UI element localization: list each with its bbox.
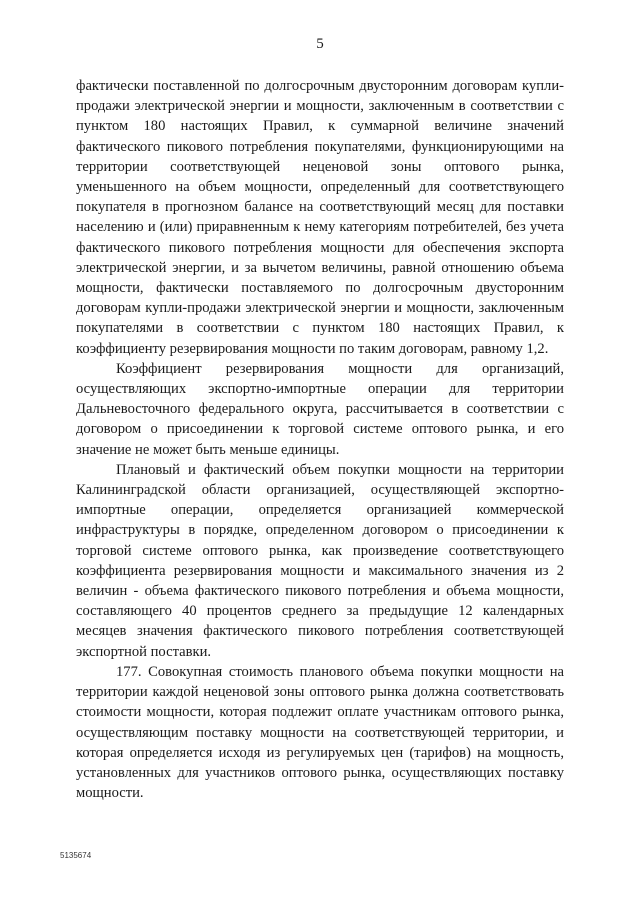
paragraph-continuation: фактически поставленной по долгосрочным двусторонним договорам купли-продажи электрической энергии и мощности, заключенным в соответствии с пунктом 180 настоящих Правил, к суммарной величине значений фактического пикового потребления покупателями, функционирующими на территории соответствующей неценовой зоны оптового рынка, уменьшенного на объем мощности, определенный для соответствующего покупателя в прогнозном балансе на соответствующий месяц для поставки населению и (или) приравненным к нему категориям потребителей, без учета фактического пикового потребления мощности для обеспечения экспорта электрической энергии, и за вычетом величины, равной отношению объема мощности, фактически поставляемого по долгосрочным двусторонним договорам купли-продажи электрической энергии и мощности, заключенным покупателями в соответствии с пунктом 180 настоящих Правил, к коэффициенту резервирования мощности по таким договорам, равному 1,2. <box>76 78 564 357</box>
document-code: 5135674 <box>60 851 92 860</box>
paragraph-kaliningrad-volume: Плановый и фактический объем покупки мощности на территории Калининградской области организацией, осуществляющей экспортно-импортные операции, определяется организацией коммерческой инфраструктуры в порядке, определенном договором о присоединении к торговой системе оптового рынка, как произведение соответствующего коэффициента резервирования мощности и максимального значения из 2 величин - объема фактического пикового потребления и объема мощности, составляющего 40 процентов среднего за предыдущие 12 календарных месяцев значения фактического пикового потребления соответствующей экспортной поставки. <box>76 461 564 660</box>
page-number: 5 <box>316 36 324 52</box>
document-body <box>76 76 564 803</box>
paragraph-reserve-coefficient: Коэффициент резервирования мощности для организаций, осуществляющих экспортно-импортные операции для территории Дальневосточного федерального округа, рассчитывается в соответствии с договором о присоединении к торговой системе оптового рынка, и его значение не может быть меньше единицы. <box>76 360 564 458</box>
paragraph-item-177: 177. Совокупная стоимость планового объема покупки мощности на территории каждой неценовой зоны оптового рынка должна соответствовать стоимости мощности, которая подлежит оплате участникам оптового рынка, осуществляющим поставку мощности на соответствующей территории, и которая определяется исходя из регулируемых цен (тарифов) на мощность, установленных для участников оптового рынка, осуществляющих поставку мощности. <box>76 663 564 802</box>
